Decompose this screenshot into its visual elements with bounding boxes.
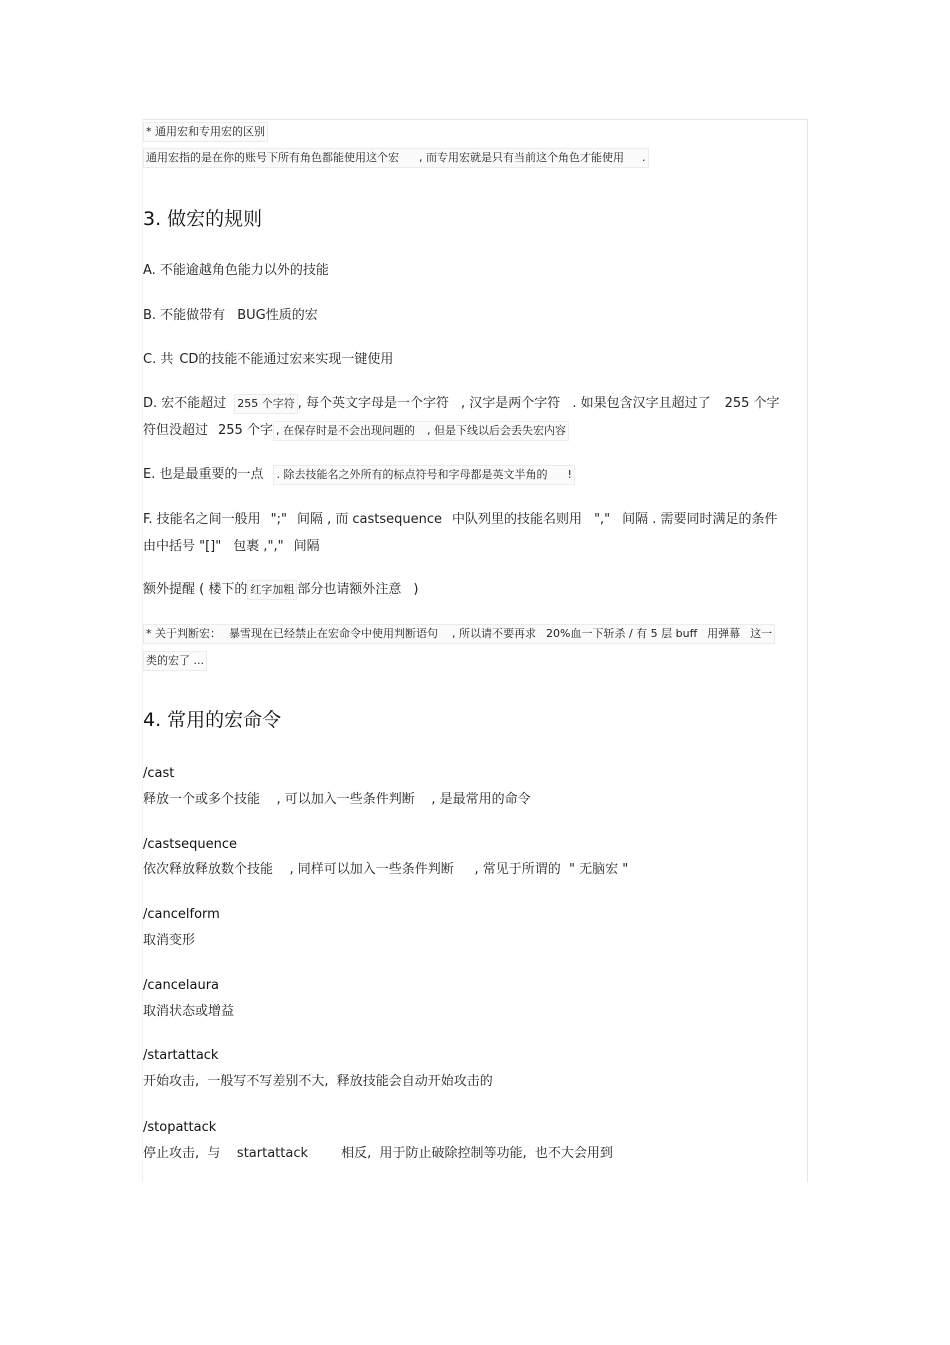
command-name: /stopattack: [143, 1120, 217, 1135]
rule-f1-4: castsequence: [352, 512, 443, 527]
rule-d-line2: [143, 421, 569, 441]
judge1-4: 20%血一下斩杀 / 有 5 层 buff: [546, 627, 698, 640]
rule-f-line1: [143, 510, 778, 530]
rule-d1-4: , 汉字是两个字符: [461, 396, 561, 411]
judge-box: [143, 624, 775, 644]
judge1-3: , 所以请不要再求: [452, 627, 536, 640]
rule-d2-box: [273, 421, 569, 441]
rule-d2-2: 255 个字: [218, 423, 273, 438]
diff-body-a: 通用宏指的是在你的账号下所有角色都能使用这个宏: [146, 151, 399, 164]
diff-body-line: [143, 148, 649, 168]
command-desc: 依次释放释放数个技能 , 同样可以加入一些条件判断 , 常见于所谓的 " 无脑宏 ": [143, 862, 629, 877]
rule-d-line1: [143, 394, 780, 414]
rule-f2-1: 由中括号 "[]": [143, 539, 222, 554]
rule-b-2: BUG性质的宏: [237, 308, 318, 323]
rule-f1-6: ",": [594, 512, 611, 527]
rule-d1-1: D. 宏不能超过: [143, 396, 227, 411]
extra-1: 额外提醒 ( 楼下的: [143, 582, 248, 597]
rule-b: [143, 306, 318, 326]
command-name: /cancelaura: [143, 978, 220, 993]
rule-e-box: [273, 465, 574, 485]
diff-body-c: .: [642, 151, 646, 164]
rule-b-1: B. 不能做带有: [143, 308, 226, 323]
rule-d1-6: 255 个字: [724, 396, 780, 411]
diff-body-box: [143, 148, 649, 168]
rule-c-2: CD的技能不能通过宏来实现一键使用: [179, 352, 394, 367]
rule-e-2: . 除去技能名之外所有的标点符号和字母都是英文半角的: [276, 468, 548, 481]
rule-f1-3: 间隔 , 而: [297, 512, 349, 527]
command-desc: 取消变形: [143, 933, 196, 948]
commands-heading: 4. 常用的宏命令: [143, 709, 282, 731]
rule-d1-5: . 如果包含汉字且超过了: [572, 396, 711, 411]
extra-2: 红字加粗: [247, 580, 297, 600]
rule-f1-5: 中队列里的技能名则用: [452, 512, 583, 527]
command-desc: 释放一个或多个技能 , 可以加入一些条件判断 , 是最常用的命令: [143, 792, 531, 807]
judge1-2: 暴雪现在已经禁止在宏命令中使用判断语句: [229, 627, 438, 640]
rule-f2-2: 包裹 ,",": [233, 539, 284, 554]
rule-c-1: C. 共: [143, 352, 174, 367]
rule-f1-7: 间隔 . 需要同时满足的条件: [622, 512, 778, 527]
extra-3: 部分也请额外注意: [297, 582, 402, 597]
judge-line1: [143, 624, 775, 644]
diff-title: * 通用宏和专用宏的区别: [143, 122, 268, 142]
rule-f2-3: 间隔: [293, 539, 320, 554]
rule-e-3: !: [567, 468, 572, 481]
rule-f-line2: [143, 537, 320, 557]
judge1-6: 这一: [750, 627, 773, 640]
rule-e-1: E. 也是最重要的一点: [143, 467, 264, 482]
rules-heading: 3. 做宏的规则: [143, 208, 263, 230]
diff-title-line: [143, 122, 268, 142]
judge2: 类的宏了 ...: [143, 651, 207, 671]
judge1-1: * 关于判断宏：: [146, 627, 221, 640]
command-name: /cancelform: [143, 907, 220, 922]
rule-d2-4: , 但是下线以后会丢失宏内容: [426, 424, 566, 437]
extra-note: [143, 580, 418, 600]
diff-body-b: , 而专用宏就是只有当前这个角色才能使用: [419, 151, 624, 164]
rule-e: [143, 465, 575, 485]
rule-a: A. 不能逾越角色能力以外的技能: [143, 263, 329, 278]
command-desc: 取消状态或增益: [143, 1004, 235, 1019]
command-name: /cast: [143, 766, 175, 781]
extra-4: ): [413, 582, 419, 597]
rule-d2-3: , 在保存时是不会出现问题的: [275, 424, 415, 437]
rule-f1-1: F. 技能名之间一般用: [143, 512, 261, 527]
command-desc: 停止攻击, 与 startattack 相反, 用于防止破除控制等功能, 也不大会用到: [143, 1146, 613, 1161]
command-desc: 开始攻击, 一般写不写差别不大, 释放技能会自动开始攻击的: [143, 1074, 493, 1089]
command-name: /castsequence: [143, 837, 238, 852]
judge-line2: [143, 651, 207, 671]
rule-d1-3: , 每个英文字母是一个字符: [297, 396, 450, 411]
command-name: /startattack: [143, 1048, 219, 1063]
judge1-5: 用弹幕: [707, 627, 741, 640]
rule-d2-1: 符但没超过: [143, 423, 209, 438]
rule-c: [143, 350, 393, 370]
rule-f1-2: ";": [270, 512, 287, 527]
rule-d1-2: 255 个字符: [234, 394, 298, 414]
